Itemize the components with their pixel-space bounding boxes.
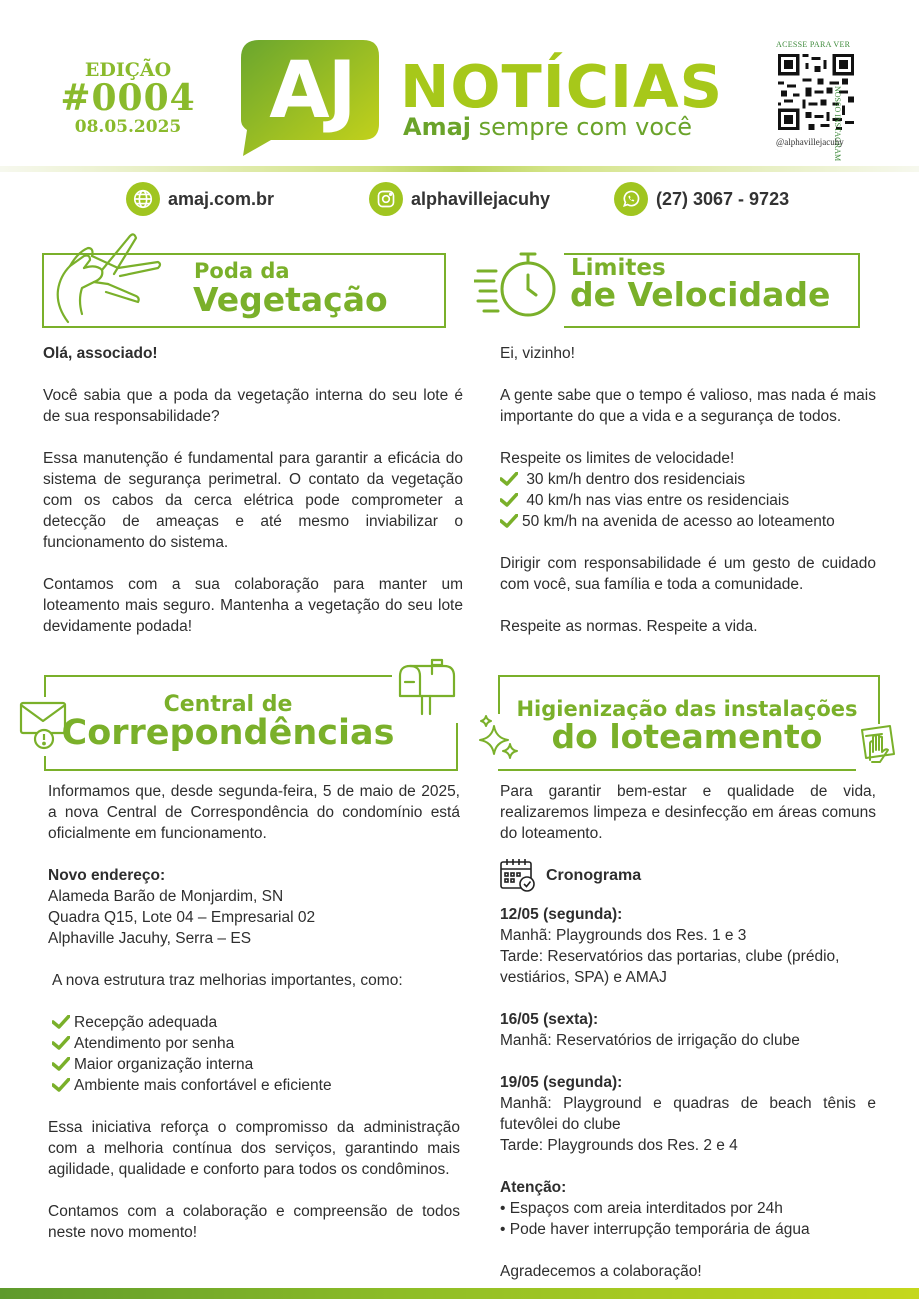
edition-block <box>58 60 198 138</box>
correspondencias-body <box>48 781 460 1243</box>
check-icon <box>500 472 518 486</box>
higienizacao-p1: Para garantir bem-estar e qualidade de vida, realizaremos limpeza e desinfecção em áreas comuns do loteamento. <box>500 783 876 842</box>
stopwatch-icon <box>474 249 564 330</box>
calendar-check-icon <box>500 858 536 892</box>
website-text: amaj.com.br <box>168 188 275 209</box>
aj-logo <box>241 40 381 163</box>
correspondencias-title-big: Correpondências <box>61 713 395 753</box>
website-link[interactable] <box>126 182 274 216</box>
attention-item: • Espaços com areia interditados por 24h <box>500 1200 783 1217</box>
correspondencias-title-small: Central de <box>163 692 293 717</box>
whatsapp-icon <box>614 182 648 216</box>
check-icon <box>52 1036 70 1050</box>
subtitle-rest: sempre com você <box>478 113 693 141</box>
list-item: Atendimento por senha <box>52 1033 460 1054</box>
velocidade-body <box>500 343 876 637</box>
velocidade-greeting: Ei, vizinho! <box>500 345 575 362</box>
speed-list <box>500 469 876 532</box>
poda-p2: Essa manutenção é fundamental para garantir a eficácia do sistema de segurança perimetral. O contato da vegetação com os cabos da cerca elétrica pode comprometer a detecção de ameaças e até mesmo inviabilizar o funcionamento do sistema. <box>43 450 463 551</box>
check-icon <box>52 1078 70 1092</box>
velocidade-title-small: Limites <box>571 255 666 281</box>
qr-code[interactable] <box>778 54 854 135</box>
schedule-date: 19/05 (segunda): <box>500 1074 623 1091</box>
schedule-heading <box>500 858 876 892</box>
velocidade-p2: Dirigir com responsabilidade é um gesto de cuidado com você, sua família e toda a comunidade. <box>500 555 876 593</box>
page-title: NOTÍCIAS <box>400 52 724 121</box>
poda-greeting: Olá, associado! <box>43 345 158 362</box>
qr-handle: @alphavillejacuhy <box>776 137 844 147</box>
edition-date: 08.05.2025 <box>74 117 182 137</box>
improvements-list <box>48 1012 460 1096</box>
edition-label: EDIÇÃO <box>84 59 172 81</box>
improvements-intro: A nova estrutura traz melhorias importantes, como: <box>52 972 403 989</box>
footer-bar <box>0 1288 919 1299</box>
list-item: 40 km/h nas vias entre os residenciais <box>500 490 876 511</box>
list-item: Ambiente mais confortável e eficiente <box>52 1075 460 1096</box>
attention-item: • Pode haver interrupção temporária de água <box>500 1221 810 1238</box>
qr-caption: ACESSE PARA VER <box>776 40 851 49</box>
poda-title-big: Vegetação <box>193 280 388 319</box>
check-icon <box>500 514 518 528</box>
velocidade-list-intro: Respeite os limites de velocidade! <box>500 450 735 467</box>
check-icon <box>500 493 518 507</box>
velocidade-p1: A gente sabe que o tempo é valioso, mas nada é mais importante do que a vida e a segurança de todos. <box>500 387 876 425</box>
address-line: Alphaville Jacuhy, Serra – ES <box>48 930 252 947</box>
correspondencias-p3: Contamos com a colaboração e compreensão de todos neste novo momento! <box>48 1203 460 1241</box>
address-label: Novo endereço: <box>48 867 166 884</box>
header-divider <box>0 166 919 172</box>
correspondencias-p1: Informamos que, desde segunda-feira, 5 de maio de 2025, a nova Central de Correspondência do condomínio está oficialmente em funcionamento. <box>48 783 460 842</box>
qr-side-text: NOSSO INSTAGRAM <box>833 86 842 162</box>
instagram-icon <box>369 182 403 216</box>
subtitle-brand: Amaj <box>403 113 472 141</box>
list-item: Recepção adequada <box>52 1012 460 1033</box>
higienizacao-body <box>500 781 876 1282</box>
list-item: Maior organização interna <box>52 1054 460 1075</box>
address-line: Quadra Q15, Lote 04 – Empresarial 02 <box>48 909 316 926</box>
edition-number: #0004 <box>60 77 196 119</box>
poda-p1: Você sabia que a poda da vegetação interna do seu lote é de sua responsabilidade? <box>43 387 463 425</box>
schedule-line: Tarde: Playgrounds dos Res. 2 e 4 <box>500 1137 738 1154</box>
schedule-date: 16/05 (sexta): <box>500 1011 599 1028</box>
schedule-line: Manhã: Playgrounds dos Res. 1 e 3 <box>500 927 747 944</box>
higienizacao-title-big: do loteamento <box>551 717 823 756</box>
logo-letters: AJ <box>269 46 355 136</box>
list-item: 50 km/h na avenida de acesso ao loteamento <box>500 511 876 532</box>
velocidade-title-big: de Velocidade <box>570 275 831 314</box>
poda-body <box>43 343 463 637</box>
instagram-text: alphavillejacuhy <box>411 188 551 209</box>
schedule-label: Cronograma <box>546 866 642 884</box>
phone-text: (27) 3067 - 9723 <box>656 188 790 209</box>
correspondencias-p2: Essa iniciativa reforça o compromisso da administração com a melhoria contínua dos serviços, garantindo mais agilidade, qualidade e conforto para todos os condôminos. <box>48 1119 460 1178</box>
subtitle <box>403 112 692 142</box>
velocidade-p3: Respeite as normas. Respeite a vida. <box>500 618 758 635</box>
check-icon <box>52 1057 70 1071</box>
schedule-line: Tarde: Reservatórios das portarias, clube (prédio, vestiários, SPA) e AMAJ <box>500 948 840 986</box>
poda-title-small: Poda da <box>194 259 290 283</box>
instagram-link[interactable] <box>369 182 550 216</box>
schedule-line: Manhã: Playground e quadras de beach tênis e futevôlei do clube <box>500 1095 876 1133</box>
globe-icon <box>126 182 160 216</box>
attention-label: Atenção: <box>500 1179 567 1196</box>
poda-p3: Contamos com a sua colaboração para manter um loteamento mais seguro. Mantenha a vegetação do seu lote devidamente podada! <box>43 576 463 635</box>
scissors-hand-icon <box>48 226 168 331</box>
check-icon <box>52 1015 70 1029</box>
phone-link[interactable] <box>614 182 789 216</box>
higienizacao-title-small: Higienização das instalações <box>516 697 858 721</box>
schedule-date: 12/05 (segunda): <box>500 906 623 923</box>
address-line: Alameda Barão de Monjardim, SN <box>48 888 284 905</box>
list-item: 30 km/h dentro dos residenciais <box>500 469 876 490</box>
schedule-line: Manhã: Reservatórios de irrigação do clube <box>500 1032 800 1049</box>
closing-text: Agradecemos a colaboração! <box>500 1263 702 1280</box>
